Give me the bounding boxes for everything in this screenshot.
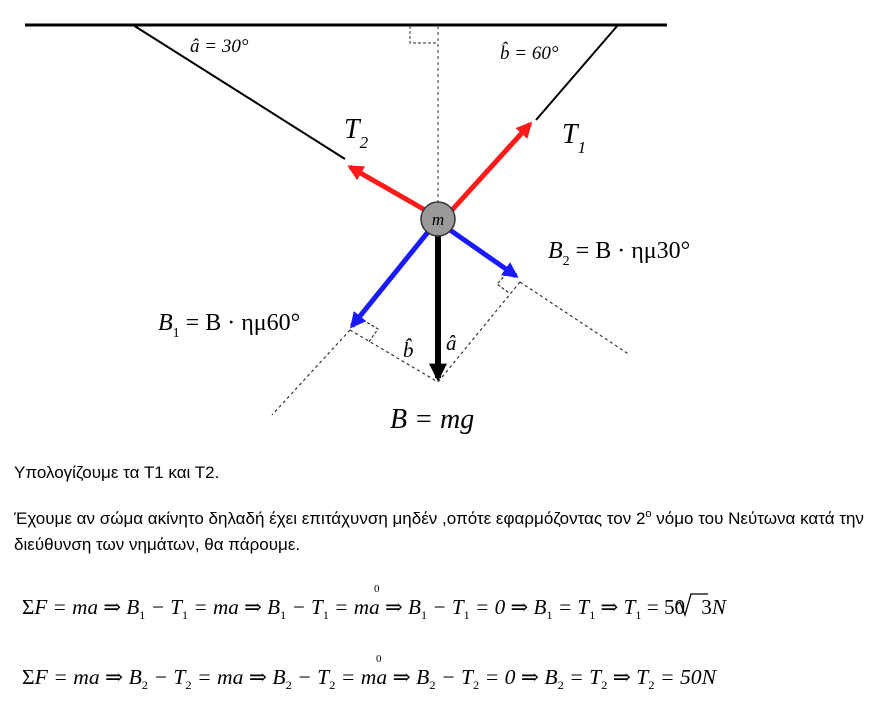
dashed-extension-left: [272, 330, 350, 415]
weight-label: B = mg: [390, 404, 475, 435]
equation-1: ΣF = ma ⇒ $B_1 - T_1$ = ma ⇒ $B_1 - T_1$ = ma ⇒ $B_1 - T_1 = 0$ ⇒ $B_1 = T_1$ ⇒ $T_1 = 50$ 3N: [22, 595, 726, 622]
string-right: [536, 25, 618, 120]
angle-b-label: b̂ = 60°: [500, 43, 559, 64]
tension-t1-arrow: [452, 124, 530, 210]
tension-t1-label: $T_1$: [562, 119, 587, 157]
mass-label: m: [431, 210, 445, 229]
explanation-paragraph: Έχουμε αν σώμα ακίνητο δηλαδή έχει επιτάχυνση μηδέν ,οπότε εφαρμόζοντας τον $2^o$ νόμο του Νεύτωνα κατά την διεύθυνση των νημάτων, θα πάρουμε.: [14, 508, 864, 554]
equation-2: ΣF = ma ⇒ B $_2 - T_2$ = ma ⇒ B $_2 - T_2$ = ma ⇒ $B_2 - T_2 = 0$ ⇒ B $_2 = T_2$ ⇒ $T_2 = 50N$: [22, 665, 715, 692]
right-angle-marker-left: [363, 320, 378, 343]
component-b1-arrow: [352, 232, 428, 326]
intro-text: Υπολογίζουμε τα Τ1 και Τ2.: [14, 463, 220, 482]
equation-1-zero-mark: 0: [374, 583, 380, 595]
equation-2-zero-mark: 0: [376, 653, 382, 665]
component-b2-label: $B_2 = B \cdot \eta\mu 30^\circ$: [548, 238, 691, 269]
angle-b-small-label: b̂: [403, 338, 414, 362]
component-b1-label: $B_1 = B \cdot \eta\mu 60^\circ$: [158, 310, 301, 341]
tension-t2-arrow: [350, 167, 425, 210]
tension-t2-label: $T_2$: [344, 114, 369, 152]
dashed-projection-left: [350, 330, 438, 382]
component-b2-arrow: [450, 230, 516, 276]
equations: [0, 570, 893, 705]
angle-a-small-label: â: [446, 331, 457, 355]
dashed-extension-right: [520, 282, 630, 355]
right-angle-marker-top: [410, 26, 438, 43]
angle-a-label: â = 30°: [190, 36, 249, 57]
